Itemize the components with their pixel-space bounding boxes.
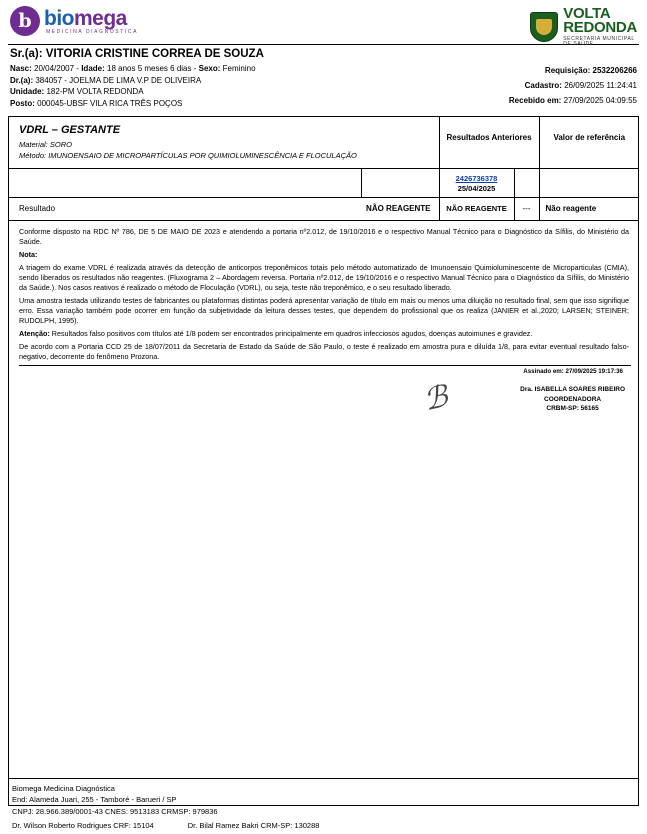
exam-notes [9, 221, 639, 363]
nasc-label: Nasc: [10, 64, 32, 73]
result-label-cell [9, 198, 361, 220]
note-paragraph-3: Uma amostra testada utilizando testes de fabricantes ou plataformas distintas poderá apresentar variação de título em mais ou menos uma diluição no resultado final, sem que isso signifique erro. Essa variação também pode ocorrer em função da subjetividade da leitura desses testes, que dependem do profissional que os realiza (JANIER et al.,2020; LARSEN; STEINER; RUDOLPH, 1995). [19, 295, 629, 326]
result-value: NÃO REAGENTE [366, 204, 431, 214]
metodo-label: Método: [19, 151, 47, 161]
patient-info-right [509, 63, 637, 109]
exam-result-box [8, 116, 639, 806]
signature-area [9, 375, 639, 445]
signing-doctor-role: COORDENADORA [544, 395, 602, 403]
result-reference-value: Não reagente [545, 204, 597, 214]
material-value: SORO [49, 140, 72, 150]
posto-value: 000045-UBSF VILA RICA TRÊS POÇOS [37, 98, 183, 108]
city-name-line2: REDONDA [563, 18, 637, 36]
patient-birth-row [10, 63, 256, 75]
handwritten-signature-icon: ℬ [420, 379, 451, 419]
patient-doctor-row [10, 75, 256, 87]
recebido-value: 27/09/2025 04:09:55 [563, 96, 637, 106]
empty-cell-e [539, 169, 639, 198]
metodo-row [19, 151, 431, 162]
recebido-label: Recebido em: [508, 96, 562, 106]
previous-id-cell[interactable] [439, 169, 514, 198]
city-dept-line2: DE SAÚDE [563, 40, 594, 47]
result-label: Resultado [19, 204, 56, 214]
city-logo-text [563, 6, 637, 47]
footer-doctors [12, 817, 635, 832]
city-dept-line1: SECRETARIA MUNICIPAL [563, 35, 635, 42]
note-label-atencao: Atenção: [19, 329, 50, 339]
exam-title-cell [9, 117, 439, 168]
signing-doctor-crbm: CRBM-SP: 56165 [546, 405, 599, 413]
patient-info-left [10, 63, 256, 109]
cadastro-label: Cadastro: [524, 81, 562, 91]
result-reference-cell [539, 198, 639, 220]
report-footer [8, 778, 639, 834]
result-previous-value: NÃO REAGENTE [446, 204, 507, 214]
posto-label: Posto: [10, 98, 35, 108]
empty-cell-a [9, 169, 361, 198]
previous-results-header-cell [439, 117, 539, 168]
biomega-logo-icon: b [10, 6, 40, 36]
city-logo [530, 6, 637, 47]
previous-ref-row [9, 169, 639, 198]
result-row [9, 198, 639, 220]
exam-table [9, 117, 639, 445]
cadastro-row [509, 78, 637, 93]
note-label-nota: Nota: [19, 249, 38, 259]
previous-results-header: Resultados Anteriores [446, 133, 532, 143]
sexo-label: Sexo: [198, 64, 221, 73]
signing-doctor-name: Dra. ISABELLA SOARES RIBEIRO [520, 386, 625, 394]
recebido-row [509, 93, 637, 108]
nasc-value: 20/04/2007 - [34, 64, 79, 73]
page-title: Sr.(a): VITORIA CRISTINE CORREA DE SOUZA [10, 48, 264, 60]
signed-timestamp: Assinado em: 27/09/2025 19:17:36 [19, 365, 631, 375]
footer-ids: CNPJ: 28.966.389/0001-43 CNES: 9513183 CRMSP: 979836 [12, 806, 218, 816]
empty-cell-b [361, 169, 439, 198]
notes-row [9, 220, 639, 445]
lab-logo-text [44, 8, 138, 35]
lab-name-part1: bio [44, 6, 74, 30]
previous-request-date: 25/04/2025 [457, 184, 496, 194]
material-row [19, 140, 431, 151]
unidade-label: Unidade: [10, 87, 45, 97]
footer-address: End: Alameda Juari, 255 - Tamboré - Barueri / SP [12, 795, 177, 805]
requisicao-value: 2532206266 [592, 66, 637, 75]
result-dash: --- [522, 204, 531, 214]
metodo-value: IMUNOENSAIO DE MICROPARTÍCULAS POR QUIMIOLUMINESCÊNCIA E FLOCULAÇÃO [48, 151, 357, 161]
result-value-cell [361, 198, 439, 220]
note-paragraph-1: Conforme disposto na RDC Nº 786, DE 5 DE MAIO DE 2023 e atendendo a portaria nº2.012, de 19/10/2016 e o respectivo Manual Técnico para o Diagnóstico da Sífilis, do Ministério da Saúde. [19, 226, 629, 246]
note-paragraph-4: Resultados falso positivos com títulos até 1/8 podem ser encontrados principalmente em quadros infecciosos agudos, doenças autoimunes e gravidez. [51, 329, 533, 339]
dr-label: Dr.(a): [10, 75, 34, 85]
sexo-value: Feminino [222, 64, 256, 73]
result-previous-cell [439, 198, 514, 220]
lab-logo [10, 6, 138, 36]
note-paragraph-2: A triagem do exame VDRL é realizada através da detecção de anticorpos treponêmicos totais pelo método automatizado de Imunoensaio Quimioluminescente de Microparticulas (CMIA), sendo liberados os resultados não reagentes. (Fluxograma 2 – Abordagem reversa. Portaria nº2.012, de 19/10/2016 e o respectivo Manual Técnico para o Diagnóstico da Sífilis, do Ministério da Saúde.). Nos casos reativos é realizado o método de Floculação (VDRL), ou seja, teste não treponêmico, e o seu resultado liberado. [19, 262, 629, 292]
city-name-line1: VOLTA [563, 5, 611, 22]
empty-cell-d [514, 169, 539, 198]
previous-request-link[interactable]: 2426736378 [455, 174, 498, 184]
reference-header-cell [539, 117, 639, 168]
lab-tagline: MEDICINA DIAGNÓSTICA [46, 28, 139, 35]
idade-value: 18 anos 5 meses 6 dias - [107, 64, 197, 73]
requisicao-label: Requisição: [544, 66, 591, 75]
patient-unit-row [10, 86, 256, 98]
footer-doctor-2: Dr. Bilal Ramez Bakri CRM-SP: 130288 [187, 821, 320, 831]
reference-header: Valor de referência [553, 133, 626, 143]
unidade-value: 182-PM VOLTA REDONDA [46, 87, 144, 97]
footer-company: Biomega Medicina Diagnóstica [12, 783, 115, 793]
material-label: Material: [19, 140, 48, 150]
lab-name-part2: mega [74, 6, 127, 30]
note-paragraph-5: De acordo com a Portaria CCD 25 de 18/07/2011 da Secretaria de Estado da Saúde de São Paulo, o teste é realizado em amostra pura e diluída 1/8, para evitar eventual resultado falso-negativo, decorrente do fenômeno Prozona. [19, 342, 629, 362]
footer-doctor-1: Dr. Wilson Roberto Rodrigues CRF: 15104 [12, 821, 154, 831]
cadastro-value: 26/09/2025 11:24:41 [564, 81, 637, 91]
notes-cell [9, 220, 639, 445]
exam-meta [9, 140, 439, 168]
patient-post-row [10, 98, 256, 110]
exam-header-row [9, 117, 639, 168]
dr-value: 384057 - JOELMA DE LIMA V.P DE OLIVEIRA [35, 75, 202, 85]
report-header [8, 4, 639, 47]
patient-info [8, 63, 639, 109]
idade-label: Idade: [81, 64, 105, 73]
result-dash-cell [514, 198, 539, 220]
signing-doctor [520, 385, 625, 413]
coat-of-arms-icon [530, 12, 558, 42]
requisicao-row [509, 63, 637, 78]
exam-title: VDRL – GESTANTE [19, 124, 121, 137]
